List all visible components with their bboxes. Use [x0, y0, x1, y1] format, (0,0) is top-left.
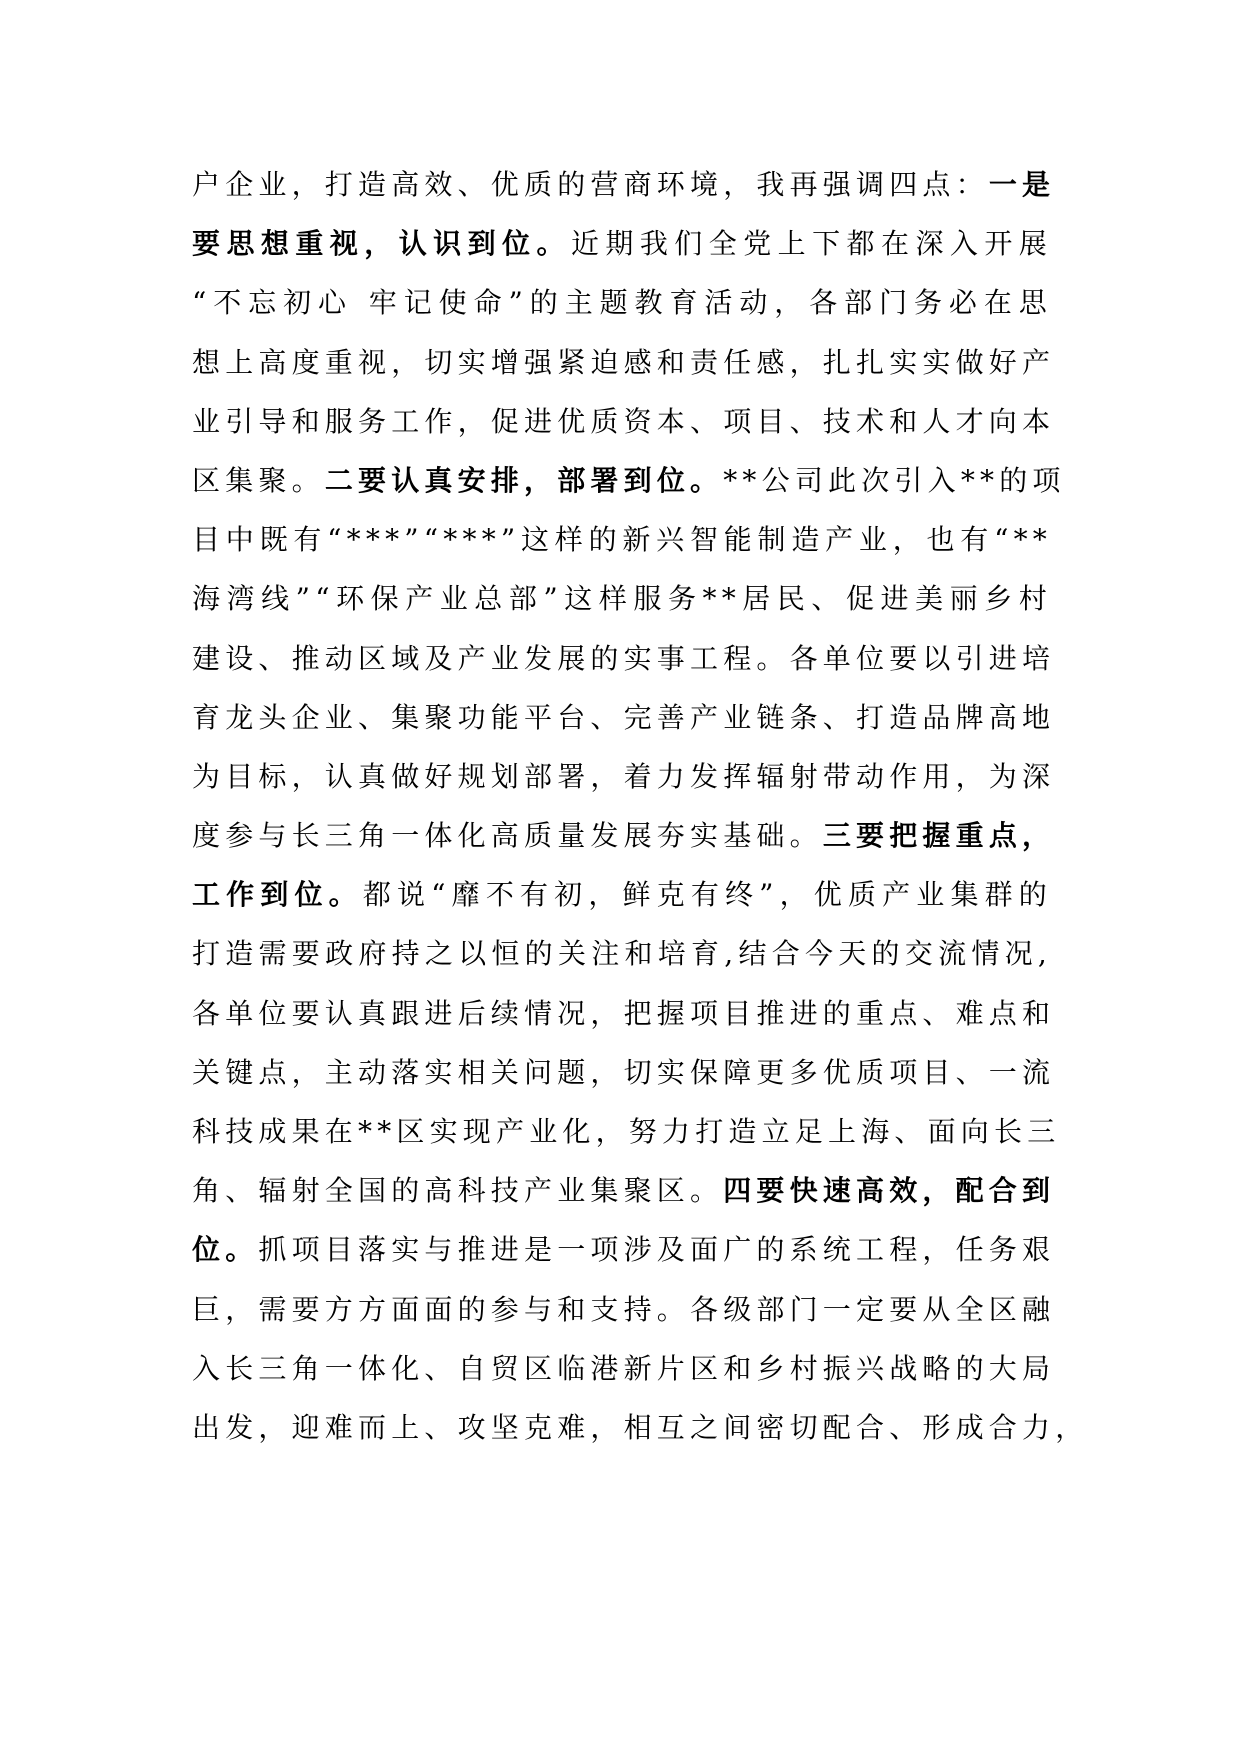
text-line [192, 569, 1052, 628]
text-run: 区集聚。 [192, 463, 325, 497]
bold-text-run: 三要把握重点， [822, 819, 1056, 853]
text-run: 巨，需要方方面面的参与和支持。各级部门一定要从全区融 [192, 1292, 1056, 1326]
text-run: 海湾线”“环保产业总部”这样服务**居民、促进美丽乡村 [192, 582, 1052, 616]
text-line [192, 806, 1056, 865]
bold-text-run: 工作到位。 [192, 878, 363, 912]
bold-text-run: 位。 [192, 1233, 259, 1267]
text-line [192, 1161, 1056, 1220]
text-run: 建设、推动区域及产业发展的实事工程。各单位要以引进培 [192, 641, 1056, 675]
text-run: 户企业，打造高效、优质的营商环境，我再强调四点： [192, 168, 989, 201]
text-run: 各单位要认真跟进后续情况，把握项目推进的重点、难点和 [192, 996, 1056, 1030]
text-line [192, 1339, 1056, 1398]
text-run: 抓项目落实与推进是一项涉及面广的系统工程，任务艰 [258, 1233, 1056, 1267]
text-run: 关键点，主动落实相关问题，切实保障更多优质项目、一流 [192, 1055, 1056, 1089]
text-run: 育龙头企业、集聚功能平台、完善产业链条、打造品牌高地 [192, 700, 1056, 734]
text-line [192, 273, 1052, 332]
bold-text-run: 要思想重视，认识到位。 [192, 227, 571, 261]
bold-text-run: 四要快速高效，配合到 [723, 1174, 1056, 1208]
text-run: 业引导和服务工作，促进优质资本、项目、技术和人才向本 [192, 404, 1056, 438]
text-line [192, 1102, 1061, 1161]
text-run: **公司此次引入**的项 [723, 463, 1066, 497]
text-line [192, 984, 1056, 1043]
text-run: 目中既有“***”“***”这样的新兴智能制造产业，也有“** [192, 523, 1052, 557]
text-run: 都说“靡不有初，鲜克有终”，优质产业集群的 [362, 878, 1052, 912]
text-line [192, 688, 1056, 747]
text-run: 打造需要政府持之以恒的关注和培育,结合今天的交流情况, [192, 937, 1052, 971]
text-line [192, 865, 1052, 924]
text-line [192, 1220, 1056, 1279]
text-line [192, 392, 1056, 451]
text-run: 出发，迎难而上、攻坚克难，相互之间密切配合、形成合力， [192, 1410, 1089, 1444]
text-line [192, 747, 1056, 806]
text-line [192, 1043, 1056, 1102]
text-run: 度参与长三角一体化高质量发展夯实基础。 [192, 819, 823, 853]
text-run: 角、辐射全国的高科技产业集聚区。 [192, 1174, 724, 1208]
text-line [192, 214, 1052, 273]
text-run: 近期我们全党上下都在深入开展 [570, 227, 1052, 261]
bold-text-run: 二要认真安排，部署到位。 [324, 463, 724, 497]
text-line [192, 1280, 1056, 1339]
text-line [192, 333, 1056, 392]
text-run: 想上高度重视，切实增强紧迫感和责任感，扎扎实实做好产 [192, 345, 1056, 379]
text-run: 科技成果在**区实现产业化，努力打造立足上海、面向长三 [192, 1115, 1061, 1148]
body-paragraph [192, 155, 1089, 1457]
bold-text-run: 一是 [988, 168, 1056, 201]
text-line [192, 1398, 1089, 1457]
text-line [192, 924, 1052, 983]
text-run: 入长三角一体化、自贸区临港新片区和乡村振兴战略的大局 [192, 1351, 1056, 1385]
text-line [192, 510, 1052, 569]
text-run: 为目标，认真做好规划部署，着力发挥辐射带动作用，为深 [192, 759, 1056, 793]
text-line [192, 155, 1056, 214]
text-line [192, 629, 1056, 688]
text-run: “不忘初心 牢记使命”的主题教育活动，各部门务必在思 [192, 286, 1052, 320]
text-line [192, 451, 1066, 510]
